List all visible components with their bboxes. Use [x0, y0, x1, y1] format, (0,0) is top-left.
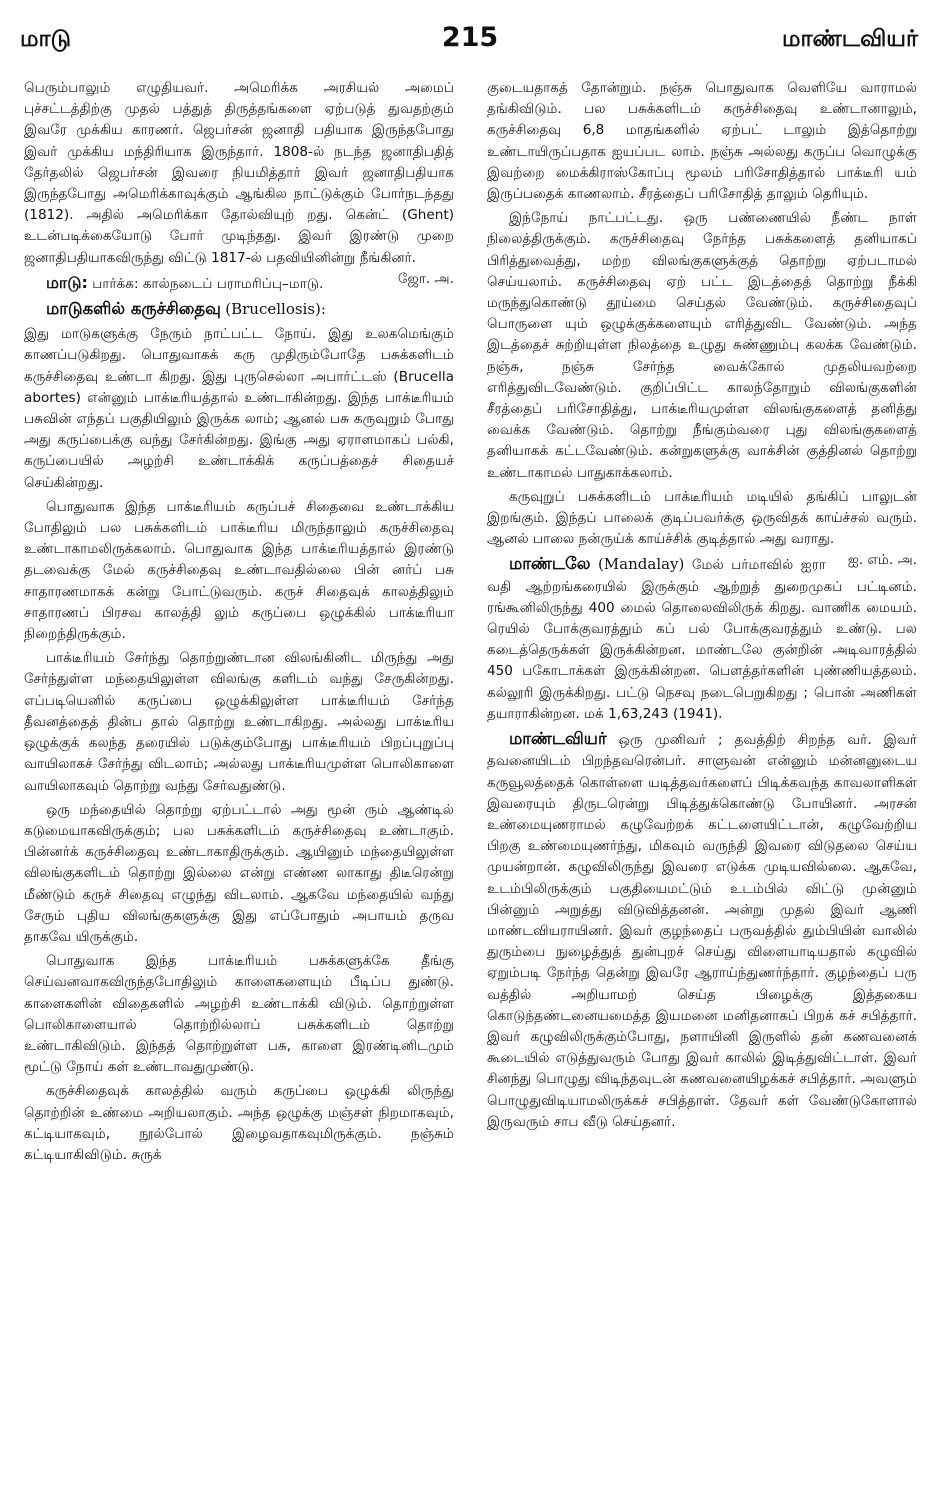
page-number: 215: [441, 22, 499, 53]
body-paragraph: இது மாடுகளுக்கு நேரும் நாட்பட்ட நோய். இது உலகமெங்கும் காணப்படுகிறது. பொதுவாகக் கரு முதிரும்போதே பசுக்களிடம் கருச்சிதைவு உண்டா கிறது. இது புருசெல்லா அபார்ட்டஸ் (Brucella abortes) என்னும் பாக்டீரியத்தால் உண்டாகின்றது. இந்த பாக்டீரியம் பசுவின் எந்தப் பகுதியிலும் இருக்க லாம்; ஆனல் பசு கருவுறும் போது அது கருப்பைக்கு வந்து சேர்கின்றது. இங்கு அது ஏராளமாகப் பல்கி, கருப்பையில் அழற்சி உண்டாக்கிக் கருப்பத்தைச் சிதையச் செய்கின்றது.: [24, 326, 454, 491]
body-paragraph: ஒரு மந்தையில் தொற்று ஏற்பட்டால் அது மூன் ரும் ஆண்டில் கடுமையாகவிருக்கும்; பல பசுக்களிடம் கருச்சிதைவு உண்டாகும். பின்னர்க் கருச்சிதைவு உண்டாகாதிருக்கும். ஆயினும் மந்தையிலுள்ள விலங்குகளிடம் தொற்று இல்லை என்று எண்ண லாகாது திடீரென்று மீண்டும் கருச் சிதைவு எழுந்து விடலாம். ஆகவே மந்தையில் வந்து சேரும் புதிய விலங்குகளுக்கு இது எப்போதும் அபாயம் தருவ தாகவே யிருக்கும்.: [24, 801, 454, 945]
entry-text: மேல் பர்மாவில் ஐரா வதி ஆற்றங்கரையில் இருக்கும் ஆற்றுத் துறைமுகப் பட்டினம். ரங்கூனிலிருந்து 400 மைல் தொலைவிலிருக் கிறது. வாணிக மையம். ரெயில் போக்குவரத்தும் கப் பல் போக்குவரத்தும் உண்டு. பல கடைத்தெருக்கள் இருக்கின்றன. மாண்டலே குன்றின் அடிவாரத்தில் 450 பகோடாக்கள் இருக்கின்றன. பௌத்தர்களின் புண்ணியத்தலம். கல்லூரி இருக்கிறது. பட்டு நெசவு நடைபெறுகிறது ; பொன் அணிகள் தயாராகின்றன.: [487, 557, 917, 722]
body-paragraph: கருச்சிதைவுக் காலத்தில் வரும் கருப்பை ஒழுக்கி லிருந்து தொற்றின் உண்மை அறியலாகும். அந்த ஒழுக்கு மஞ்சள் நிறமாகவும், கட்டியாகவும், நூல்போல் இழைவதாகவுமிருக்கும். நஞ்சும் கட்டியாகிவிடும். சுருக்: [24, 1083, 454, 1163]
left-column: [24, 78, 454, 1488]
population-note: மக் 1,63,243 (1941).: [584, 705, 723, 722]
mandalay-entry: [487, 553, 917, 725]
page-header: [18, 22, 922, 62]
author-signature: ஐ. எம். அ.: [847, 552, 917, 569]
entry-heading-roman: (Mandalay): [597, 555, 685, 574]
entry-heading: மாண்டலே: [509, 554, 591, 574]
header-right-guideword: மாண்டவியர்: [781, 26, 918, 52]
entry-heading: மாடு:: [46, 272, 88, 292]
brucellosis-entry-heading: [24, 298, 454, 321]
body-paragraph: இந்நோய் நாட்பட்டது. ஒரு பண்ணையில் நீண்ட நாள் நிலைத்திருக்கும். கருச்சிதைவு நேர்ந்த பசுக்களைத் தனியாகப் பிரித்துவைத்து, மற்ற விலங்குகளுக்குத் தொற்று ஏற்படாமல் செய்யலாம். கருச்சிதைவு ஏற் பட்ட இடத்தைத் தொற்று நீக்கி மருந்துகொண்டு தூய்மை செய்தல் வேண்டும். கருச்சிதைவுப் பொருளை யும் ஒழுக்குக்களையும் எரித்துவிட வேண்டும். அந்த இடத்தைச் சுற்றியுள்ள நிலத்தை உழுது சுண்ணும்பு கலக்க வேண்டும். நஞ்சு, நஞ்சு சேர்ந்த வைக்கோல் முதலியவற்றை எரித்துவிடவேண்டும். குறிப்பிட்ட காலந்தோறும் விலங்குகளின் சீரத்தைப் பரிசோதித்து, பாக்டீரியமுள்ள விலங்குகளைத் தனித்து வைக்க வேண்டும். தொற்று நீங்கும்வரை புது விலங்குகளைத் தனியாகக் கட்டவேண்டும். கன்றுகளுக்கு வாக்சின் குத்தினல் தொற்று உண்டாகாமல் பாதுகாக்கலாம்.: [487, 210, 917, 481]
right-column: [487, 78, 917, 1488]
cross-reference-text: பார்க்க: கால்நடைப் பராமரிப்பு–மாடு.: [92, 275, 324, 292]
entry-heading: மாண்டவியர்: [509, 729, 607, 749]
paragraph-text: பெரும்பாலும் எழுதியவர். அமெரிக்க அரசியல் அமைப் புச்சட்டத்திற்கு முதல் பத்துத் திருத்தங்களை ஏற்படுத் துவதற்கும் இவரே முக்கிய காரணர். ஜெபர்சன் ஜனாதி பதியாக இருந்தபோது இவர் முக்கிய மந்திரியாக இருந்தார். 1808-ல் நடந்த ஜனாதிபதித் தேர்தலில் ஜெபர்சன் இவரை நியமித்தார் இவர் ஜனாதிபதியாக இருந்தபோது அமெரிக்காவுக்கும் ஆங்கில நாட்டுக்கும் போர்நடந்தது (1812). அதில் அமெரிக்கா தோல்வியுற் றது. கென்ட் (Ghent) உடன்படிக்கையோடு போர் முடிந்தது. இவர் இரண்டு முறை ஜனாதிபதியாகவிருந்து விட்டு 1817-ல் பதவியினின்று நீங்கினர்.: [24, 80, 454, 266]
body-paragraph: குடையதாகத் தோன்றும். நஞ்சு பொதுவாக வெளியே வாராமல் தங்கிவிடும். பல பசுக்களிடம் கருச்சிதைவு உண்டானாலும், கருச்சிதைவு 6,8 மாதங்களில் ஏற்பட் டாலும் இத்தொற்று உண்டாயிருப்பதாக ஐயப்பட லாம். நஞ்சு அல்லது கருப்ப வொழுக்கு இவற்றை மைக்கிராஸ்கோப்பு மூலம் பரிசோதித்தால் பாக்டீரி யம் இருப்பதைக் காணலாம். சீரத்தைப் பரிசோதித் தாலும் தெரியும்.: [487, 80, 917, 203]
entry-heading-roman: (Brucellosis):: [225, 300, 326, 319]
mandavyar-entry: [487, 728, 917, 1133]
entry-text: ஒரு முனிவர் ; தவத்திற் சிறந்த வர். இவர் தவனையிடம் பிறந்தவரென்பர். சாளுவன் என்னும் மன்னனுடைய கருவூலத்தைக் கொள்ளை யடித்தவர்களைப் பிடிக்கவந்த காவலாளிகள் இவரையும் திருடரென்று பிடித்துக்கொண்டு போயினர். அரசன் உண்மையுணராமல் கழுவேற்றக் கட்டளையிட்டான், கழுவேற்றிய பிறகு உண்மையுணர்ந்து, மிகவும் வருந்தி இவரை விடுதலை செய்ய முயன்றான். கழுவிலிருந்து இவரை எடுக்க முடியவில்லை. ஆகவே, உடம்பிலிருக்கும் பகுதியைமட்டும் உடம்பில் விட்டு முன்னும் பின்னும் அறுத்து விடுவித்தனன். அன்று முதல் இவர் ஆணி மாண்டவியராயினர். இவர் குழந்தைப் பருவத்தில் தும்பியின் வாலில் துரும்பை நுழைத்துத் துன்புறச் செய்து விளையாடியதால் கழுவில் ஏறும்படி நேர்ந்த தென்று இவரே ஆராய்ந்துணர்ந்தார். குழந்தைப் பரு வத்தில் அறியாமற் செய்த பிழைக்கு இத்தகைய கொடுந்தண்டனையமைத்த இயமனை மனிதனாகப் பிறக் கச் சபித்தார். இவர் கழுவிலிருக்கும்போது, நளாயினி இருளில் தன் கணவனைக் கூடையில் எடுத்துவரும் போது இவர் காலில் இடித்துவிட்டாள். இவர் சினந்து பொழுது விடிந்தவுடன் கணவனையிழக்கச் சபித்தார். அவளும் பொழுதுவிடியாமலிருக்கச் சபித்தாள். தேவர் கள் வேண்டுகோளால் இருவரும் சாப வீடு செய்தனர்.: [487, 732, 917, 1130]
entry-heading: மாடுகளில் கருச்சிதைவு: [46, 299, 221, 319]
cross-reference-entry: [24, 272, 454, 295]
author-signature: ஜோ. அ.: [397, 270, 454, 287]
body-paragraph: பொதுவாக இந்த பாக்டீரியம் பசுக்களுக்கே தீங்கு செய்வனவாகவிருந்தபோதிலும் காளைகளையும் பீடிப்ப துண்டு. காளைகளின் விதைகளில் அழற்சி உண்டாக்கி விடும். தொற்றுள்ள பொலிகாளையால் தொற்றில்லாப் பசுக்களிடம் தொற்று உண்டாகிவிடும். இந்தத் தொற்றுள்ள பசு, காளை இரண்டினிடமும் மூட்டு நோய் கள் உண்டாவதுமுண்டு.: [24, 953, 454, 1076]
body-paragraph: பொதுவாக இந்த பாக்டீரியம் கருப்பச் சிதைவை உண்டாக்கிய போதிலும் பல பசுக்களிடம் பாக்டீரிய மிருந்தாலும் கருச்சிதைவு உண்டாகாமலிருக்கலாம். பொதுவாக இந்த பாக்டீரியத்தால் இரண்டு தடவைக்கு மேல் கருச்சிதைவு உண்டாவதில்லை பின் னர்ப் பசு சாதாரணமாகக் கன்று போட்டுவரும். கருச் சிதைவுக் காலத்திலும் சாதாரணப் பிரசவ காலத்தி லும் கருப்பை ஒழுக்கில் பாக்டீரியா நிறைந்திருக்கும்.: [24, 498, 454, 643]
body-paragraph: பாக்டீரியம் சேர்ந்து தொற்றுண்டான விலங்கினிட மிருந்து அது சேர்ந்துள்ள மந்தையிலுள்ள விலங்கு களிடம் வந்து சேருகின்றது. எப்படியெனில் கருப்பை ஒழுக்கிலுள்ள பாக்டீரியம் சேர்ந்த தீவனத்தைத் தின்ப தால் தொற்று உண்டாகிறது. அல்லது பாக்டீரிய ஒழுக்குக் கலந்த தரையில் படுக்கும்போது பாக்டீரியம் பிறப்புறுப்பு வாயிலாகச் சேர்ந்து விடலாம்; அல்லது பாக்டீரியமுள்ள பொலிகாளை வாயிலாகவும் தொற்று வந்து சேர்வதுண்டு.: [24, 650, 454, 794]
paragraph-text: கருவுறுப் பசுக்களிடம் பாக்டீரியம் மடியில் தங்கிப் பாலுடன் இறங்கும். இந்தப் பாலைக் குடிப்பவர்க்கு ஒருவிதக் காய்ச்சல் வரும். ஆனல் பாலை நன்ருய்க் காய்ச்சிக் குடித்தால் அது வராது.: [487, 488, 917, 548]
header-left-guideword: மாடு: [20, 26, 72, 52]
